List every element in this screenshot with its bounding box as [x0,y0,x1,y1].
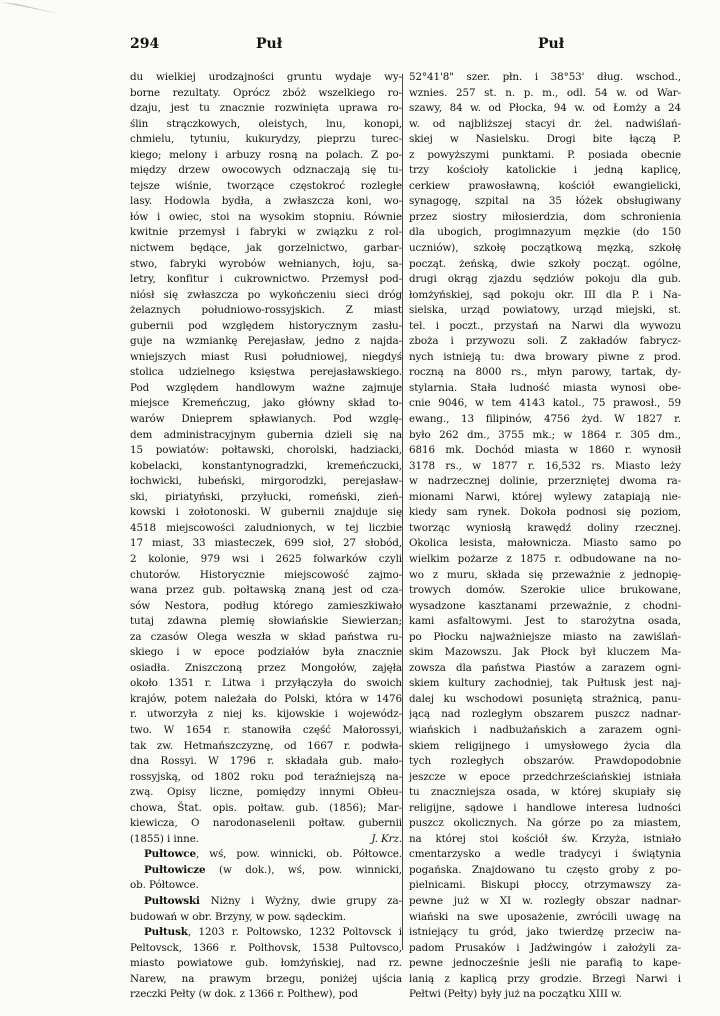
text-line: tych rozległych obszarów. Prawdopodobnie [409,755,681,768]
article-signature: J. Krz. [371,832,402,845]
text-line: skiego i w epoce podziałów była znacznie [130,646,402,659]
entry-headword: Pułtowicze [144,863,206,876]
text-line: wznies. 257 st. n. p. m., odl. 54 w. od War- [409,86,681,99]
text-line: miejsce Kremeńczug, jako główny skład to- [130,397,402,410]
entry-text: , 1203 r. Poltowsko, 1232 Poltovsck i [187,926,402,939]
text-line: stwo, fabryki wyrobów wełnianych, łoju, sa- [130,257,402,270]
entry-text: Niżny i Wyżny, dwie grupy za- [199,894,402,907]
text-line: kiedy sam rynek. Dokoła podnosi się poziom, [409,506,681,519]
text-line: religijne, sądowe i handlowe interesa ludności [409,801,681,814]
text-line: guje na wzmiankę Perejasław, jedno z najda- [130,335,402,348]
text-line: jącą nad rozległym obszarem puszcz nadnar- [409,708,681,721]
text-line: tel. i poczt., przystań na Narwi dla wywozu [409,319,681,332]
text-line: wysadzone kasztanami przeważnie, z chodni- [409,599,681,612]
text-line: zwą. Opisy liczne, pomiędzy innymi Obłeu- [130,786,402,799]
text-line: pogańska. Znajdowano tu często groby z po- [409,863,681,876]
text-line: tejsze wiśnie, tworzące częstokroć rozległe [130,179,402,192]
text-line: chmielu, tytuniu, kukurydzy, pieprzu turec- [130,133,402,146]
text-line: warów Dnieprem spławianych. Pod wzglę- [130,413,402,426]
text-line: przez siostry miłosierdzia, dom schronienia [409,210,681,223]
text-line: z powyższymi punktami. P. posiada obecnie [409,148,681,161]
entry-first-line [130,847,402,863]
text-line: puszcz okolicznych. Na górze po za miastem, [409,817,681,830]
text-line: tu znaczniejsza osada, w której skupiały się [409,786,681,799]
text-line: r. utworzyła z niej ks. kijowskie i wojewódz- [130,708,402,721]
text-line: Okolica lesista, małownicza. Miasto samo po [409,537,681,550]
text-line: szawy, 84 w. od Płocka, 94 w. od Łomży a 24 [409,102,681,115]
entry-line: miasto powiatowe gub. łomżyńskiej, nad rz. [130,957,402,970]
text-line: jeszcze w epoce przedchrześciańskiej istniała [409,770,681,783]
text-line: osiadła. Zniszczoną przez Mongołów, zajęła [130,661,402,674]
left-column [130,70,402,1003]
text-line: kowski i zołotonoski. W gubernii znajduje się [130,506,402,519]
text-line: lanią z kaplicą przy grodzie. Brzegi Narwi i [409,972,681,985]
text-line: (1855) i inne. [130,832,199,845]
text-line: Pod względem handlowym ważne zajmuje [130,381,402,394]
text-line: łochwicki, łubeński, mirgorodzki, perejasław- [130,475,402,488]
text-line: było 262 dm., 3755 mk.; w 1864 r. 305 dm., [409,428,681,441]
text-line: 3178 rs., w 1877 r. 16,532 rs. Miasto leży [409,459,681,472]
text-line: kwitnie przemysł i fabryki w związku z rol- [130,226,402,239]
text-line: łomżyńskiej, sąd pokoju okr. III dla P. i Na- [409,288,681,301]
text-line: roczną na 8000 rs., młyn parowy, tartak, dy- [409,366,681,379]
text-line: lasy. Hodowla bydła, a zwłaszcza koni, wo- [130,195,402,208]
text-line: wana przez gub. połtawską znaną jest od cza- [130,584,402,597]
text-line: kami asfaltowymi. Jest to starożytna osada, [409,615,681,628]
text-line: wiańskich i nadbużańskich a zarazem ogni- [409,723,681,736]
text-line: stylarnia. Stała ludność miasta wynosi obe- [409,381,681,394]
text-line: 17 miast, 33 miasteczek, 699 sioł, 27 słobód, [130,537,402,550]
text-line: 6816 mk. Dochód miasta w 1860 r. wynosił [409,444,681,457]
text-line: 2 kolonie, 979 wsi i 2625 folwarków czyli [130,552,402,565]
entry-text: (w dok.), wś, pow. winnicki, [205,863,402,876]
text-line: pielnicami. Biskupi płoccy, otrzymawszy za- [409,879,681,892]
text-line: Pełtwi (Pełty) były już na początku XIII w. [409,988,622,1001]
text-line: nictwem będące, jak gorzelnictwo, garbar- [130,242,402,255]
text-line: cmentarzysko a wedle tradycyi i świątynia [409,848,681,861]
entries-list [130,847,402,1002]
dictionary-entry [130,863,402,894]
running-header-left: Puł [256,36,283,52]
entry-first-line [130,863,402,879]
left-column-text [130,70,402,847]
text-line: wiański na swe uposażenie, zwrócili uwagę na [409,910,681,923]
running-header-right: Puł [538,36,565,52]
text-line: nych istnieją tu: dwa browary piwne z prod. [409,350,681,363]
text-line: krajów, potem należała do Polski, która w 1476 [130,692,402,705]
text-line: istniejący tu gród, jako twierdzę przeciw na- [409,926,681,939]
text-line: mionami Narwi, której wylewy zatapiają nie- [409,490,681,503]
entry-headword: Pułtusk [144,926,188,939]
text-line: dem administracyjnym gubernia dzieli się na [130,428,402,441]
entry-text: , wś, pow. winnicki, ob. Półtowce. [195,848,402,861]
text-line: stolica udzielnego księstwa perejasławskiego. [130,366,402,379]
entry-line: rzeczki Pełty (w dok. z 1366 r. Polthew), pod [130,988,358,1001]
text-line: tak zw. Hetmańszczyznę, od 1667 r. podwła- [130,739,402,752]
text-line: ski, piriatyński, przyłucki, romeński, zień- [130,490,402,503]
text-line: zboża i przywozu soli. Z zakładów fabrycz- [409,335,681,348]
text-line: żelaznych południowo-rossyjskich. Z miast [130,304,402,317]
text-line: w nadrzecznej dolinie, przerzniętej dwoma ra- [409,475,681,488]
text-line: synagogę, szpital na 35 łóżek obsługiwany [409,195,681,208]
text-line: chutorów. Historycznie miejscowość zajmo- [130,568,402,581]
text-line: 15 powiatów: połtawski, chorolski, hadziacki, [130,444,402,457]
text-line: na której stoi kościół św. Krzyża, istniało [409,832,681,845]
text-line: wo z muru, składa się przeważnie z jednopię- [409,568,681,581]
column-divider [402,74,403,950]
text-line: skiem religijnego i umysłowego życia dla [409,739,681,752]
entry-line: Peltovsck, 1366 r. Polthovsk, 1538 Pultovsco, [130,941,402,954]
dictionary-entry [130,847,402,863]
text-line: skiej w Nasielsku. Drogi bite łączą P. [409,133,681,146]
entry-first-line [130,894,402,910]
text-line: pewne już w XI w. rozległy obszar nadnar- [409,894,681,907]
entry-line: Narew, na prawym brzegu, poniżej ujścia [130,972,402,985]
entry-first-line [130,925,402,941]
text-line: tutaj zdawna plemię słowiańskie Siewierzan; [130,615,402,628]
entry-headword: Pułtowski [144,894,200,907]
text-line: gubernii pod względem historycznym zasłu- [130,319,402,332]
text-line: du wielkiej urodzajności gruntu wydaje wy- [130,71,402,83]
right-column [409,70,681,1003]
text-line: wniejszych miast Rusi południowej, niegdyś [130,350,402,363]
text-line: dzaju, jest tu znacznie rozwinięta uprawa ro- [130,102,402,115]
entry-line: budowań w obr. Brzyny, w pow. sądeckim. [130,910,346,923]
text-line: 52°41'8" szer. płn. i 38°53' dług. wschod., [409,71,681,83]
text-line: cerkiew prawosławną, kościół ewangielicki, [409,179,681,192]
text-line: ślin strączkowych, oleistych, lnu, konopi, [130,117,402,130]
text-line: 4518 miejscowości zaludnionych, w tej liczbie [130,521,402,534]
text-line: tworząc wyniosłą krawędź doliny rzecznej. [409,521,681,534]
page-corner-mark [0,0,110,24]
text-line: około 1351 r. Litwa i przyłączyła do swoich [130,677,402,690]
text-line: sów Nestora, podług którego zamieszkiwało [130,599,402,612]
text-line: rossyjską, od 1802 roku pod teraźniejszą na- [130,770,402,783]
text-line: dalej ku wschodowi posuniętą strażnicą, panu- [409,692,681,705]
text-line: pewne jednocześnie jeśli nie parafią to kape- [409,957,681,970]
text-line: kiego; melony i arbuzy rosną na polach. Z po- [130,148,402,161]
text-line: uczniów), szkołę początkową męzką, szkołę [409,242,681,255]
text-line: chowa, Štat. opis. połtaw. gub. (1856); Mar- [130,801,402,814]
text-line: trowych domów. Szerokie ulice brukowane, [409,584,681,597]
text-line: między drzew owocowych odznaczają się tu- [130,164,402,177]
text-line: kobelacki, konstantynogradzki, kremeńczucki, [130,459,402,472]
text-line: two. W 1654 r. stanowiła część Małorossyi, [130,723,402,736]
running-header [112,36,688,60]
right-column-text [409,70,681,1003]
text-line: sielska, urząd powiatowy, urząd miejski, st. [409,304,681,317]
text-line: po Płocku najważniejsze miasto na zawiślań- [409,630,681,643]
text-line: borne rezultaty. Oprócz zbóż wszelkiego ro- [130,86,402,99]
text-line: w. od najbliższej stacyi dr. żel. nadwiślań- [409,117,681,130]
text-line: cnie 9046, w tem 4143 katol., 75 prawosł., 59 [409,397,681,410]
text-line: zowsza dla państwa Piastów a zarazem ogni- [409,661,681,674]
text-line: skim Mazowszu. Jak Płock był kluczem Ma- [409,646,681,659]
dictionary-entry [130,894,402,925]
text-line: dna Rossyi. W 1796 r. składała gub. mało- [130,755,402,768]
entry-headword: Pułtowce [144,848,196,861]
text-line: dla ubogich, progimnazyum męzkie (do 150 [409,226,681,239]
text-line: letry, konfitur i cukrownictwo. Przemysł pod- [130,273,402,286]
text-line: wielkim pożarze z 1875 r. odbudowane na no- [409,552,681,565]
text-line: za czasów Olega weszła w skład państwa ru- [130,630,402,643]
page-number: 294 [130,36,160,52]
dictionary-entry [130,925,402,1003]
text-line: trzy kościoły katolickie i jedną kaplicę, [409,164,681,177]
text-line: łów i owiec, stoi na wysokim stopniu. Równie [130,210,402,223]
text-line: padom Prusaków i Jadźwingów i założyli za- [409,941,681,954]
text-line: kiewicza, O narodonaselenii połtaw. gubernii [130,817,402,830]
text-line: niósł się zwłaszcza po wykończeniu sieci dróg [130,288,402,301]
text-line: drugi okrąg zjazdu sędziów pokoju dla gub. [409,273,681,286]
text-line: począt. żeńską, dwie szkoły począt. ogólne, [409,257,681,270]
text-line: ewang., 13 filipinów, 4756 żyd. W 1827 r. [409,413,681,426]
entry-line: ob. Półtowce. [130,879,199,892]
text-line: skiem kultury zachodniej, tak Pułtusk jest naj- [409,677,681,690]
